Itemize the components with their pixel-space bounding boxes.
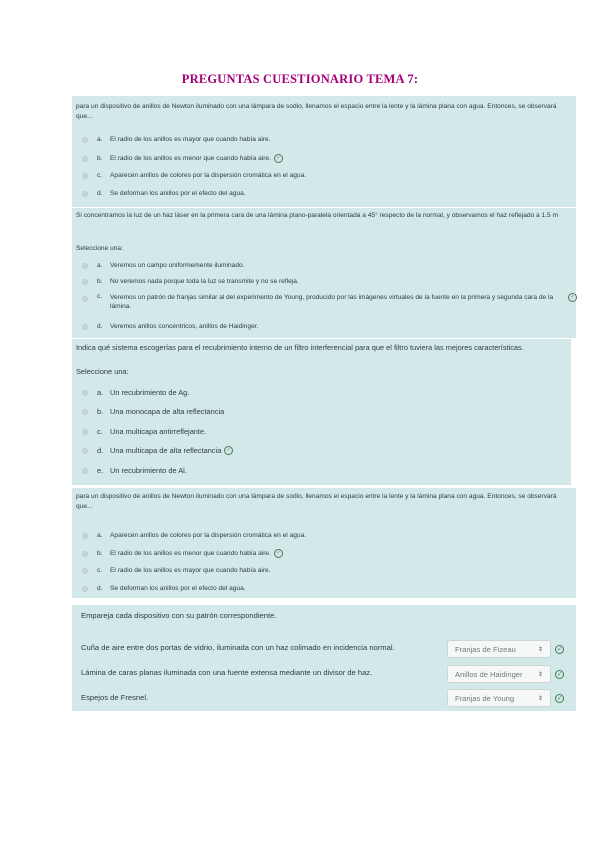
radio-button[interactable] <box>82 173 88 179</box>
option-label: Un recubrimiento de Ag. <box>110 388 190 397</box>
option-label: Se deforman los anillos por el efecto del agua. <box>110 585 246 592</box>
question-4 <box>72 488 576 598</box>
option-d[interactable]: d. Veremos anillos concéntricos, anillos de Haidinger. <box>82 323 258 330</box>
question-1 <box>72 96 576 207</box>
option-e[interactable]: e. Un recubrimiento de Al. <box>82 466 187 475</box>
radio-button[interactable] <box>82 551 88 557</box>
option-c[interactable]: c. Veremos un patrón de franjas similar al del experimento de Young, producido por las imágenes virtuales de la fuente en la primera y segunda cara de la lámina. ✓ <box>82 293 577 311</box>
radio-button[interactable] <box>82 429 88 435</box>
question-text: Si concentramos la luz de un haz láser en la primera cara de una lámina plano-paralela orientada a 45° respecto de la normal, y observamos el haz reflejado a 1.5 m <box>76 212 559 219</box>
chevron-updown-icon: ⇕ <box>537 671 543 678</box>
option-d[interactable]: d. Se deforman los anillos por el efecto del agua. <box>82 190 246 197</box>
selected-value: Franjas de Fizeau <box>455 644 516 654</box>
option-b[interactable]: b. El radio de los anillos es menor que cuando había aire. ✓ <box>82 549 283 558</box>
question-text: Indica qué sistema escogerías para el recubrimiento interno de un filtro interferencial para que el filtro tuviera las mejores características. <box>76 343 524 352</box>
radio-button[interactable] <box>82 296 88 302</box>
option-a[interactable]: a. Un recubrimiento de Ag. <box>82 388 189 397</box>
selected-value: Franjas de Young <box>455 693 515 703</box>
option-label-continued: de la lámina. <box>110 294 554 310</box>
radio-button[interactable] <box>82 191 88 197</box>
option-d[interactable]: d. Se deforman los anillos por el efecto del agua. <box>82 585 246 592</box>
select-one-label: Seleccione una: <box>76 367 129 376</box>
chevron-updown-icon: ⇕ <box>537 695 543 702</box>
correct-check-icon: ✓ <box>556 672 563 678</box>
question-text: Empareja cada dispositivo con su patrón correspondiente. <box>81 611 277 620</box>
option-label: Aparecen anillos de colores por la dispersión cromática en el agua. <box>110 172 307 179</box>
option-d[interactable]: d. Una multicapa de alta reflectancia ✓ <box>82 446 233 455</box>
option-label: Una multicapa de alta reflectancia <box>110 446 222 455</box>
match-label: Espejos de Fresnel. <box>81 693 149 702</box>
option-label: El radio de los anillos es mayor que cuando había aire. <box>110 136 271 143</box>
option-label: El radio de los anillos es menor que cuando había aire. <box>110 155 271 162</box>
option-label: El radio de los anillos es menor que cuando había aire. <box>110 550 271 557</box>
option-label: Una monocapa de alta reflectancia <box>110 407 225 416</box>
selected-value: Anillos de Haidinger <box>455 669 523 679</box>
radio-button[interactable] <box>82 137 88 143</box>
correct-check-icon: ✓ <box>556 696 563 702</box>
correct-check-icon: ✓ <box>224 446 233 455</box>
option-b[interactable]: b. No veremos nada porque toda la luz se transmite y no se refleja. <box>82 278 299 285</box>
radio-button[interactable] <box>82 586 88 592</box>
option-a[interactable]: a. Aparecen anillos de colores por la dispersión cromática en el agua. <box>82 532 306 539</box>
option-c[interactable]: c. Aparecen anillos de colores por la dispersión cromática en el agua. <box>82 172 306 179</box>
match-label: Lámina de caras planas iluminada con una fuente extensa mediante un divisor de haz. <box>81 668 373 677</box>
radio-button[interactable] <box>82 409 88 415</box>
option-label: Veremos un patrón de franjas similar al del experimento de Young, producido por las imágenes virtuales de la fuente en la primera y segunda cara <box>110 294 538 301</box>
match-row <box>81 668 372 677</box>
option-label: Aparecen anillos de colores por la dispersión cromática en el agua. <box>110 532 307 539</box>
option-label: No veremos nada porque toda la luz se transmite y no se refleja. <box>110 278 299 285</box>
option-label: Un recubrimiento de Al. <box>110 466 187 475</box>
option-label: Veremos anillos concéntricos, anillos de Haidinger. <box>110 323 259 330</box>
radio-button[interactable] <box>82 448 88 454</box>
radio-button[interactable] <box>82 568 88 574</box>
option-b[interactable]: b. El radio de los anillos es menor que cuando había aire. ✓ <box>82 154 283 163</box>
option-label: Se deforman los anillos por el efecto del agua. <box>110 190 246 197</box>
radio-button[interactable] <box>82 324 88 330</box>
correct-check-icon: ✓ <box>568 293 577 302</box>
page-title: PREGUNTAS CUESTIONARIO TEMA 7: <box>181 72 419 86</box>
correct-check-icon: ✓ <box>274 154 283 163</box>
option-label: El radio de los anillos es mayor que cuando había aire. <box>110 567 271 574</box>
match-row <box>81 643 395 652</box>
radio-button[interactable] <box>82 468 88 474</box>
question-text: para un dispositivo de anillos de Newton iluminado con una lámpara de sodio, llenamos el espacio entre la lente y la lámina plana con agua. Entonces, se observará que... <box>76 103 557 120</box>
chevron-updown-icon: ⇕ <box>537 646 543 653</box>
radio-button[interactable] <box>82 533 88 539</box>
match-select[interactable] <box>447 665 551 683</box>
option-a[interactable]: a. El radio de los anillos es mayor que cuando había aire. <box>82 136 271 143</box>
select-one-label: Seleccione una: <box>76 245 123 252</box>
correct-check-icon: ✓ <box>556 647 563 653</box>
match-select[interactable] <box>447 640 551 658</box>
match-row <box>81 693 148 702</box>
question-3 <box>72 339 571 485</box>
option-label: Veremos un campo uniformemente iluminado. <box>110 262 245 269</box>
question-2 <box>72 208 576 338</box>
radio-button[interactable] <box>82 156 88 162</box>
question-5 <box>72 605 576 711</box>
radio-button[interactable] <box>82 390 88 396</box>
match-select[interactable] <box>447 689 551 707</box>
option-c[interactable]: c. El radio de los anillos es mayor que cuando había aire. <box>82 567 271 574</box>
option-a[interactable]: a. Veremos un campo uniformemente iluminado. <box>82 262 245 269</box>
correct-check-icon: ✓ <box>274 549 283 558</box>
option-c[interactable]: c. Una multicapa antirreflejante. <box>82 427 206 436</box>
radio-button[interactable] <box>82 279 88 285</box>
question-text: para un dispositivo de anillos de Newton iluminado con una lámpara de sodio, llenamos el espacio entre la lente y la lámina plana con agua. Entonces, se observará que... <box>76 493 557 510</box>
option-label: Una multicapa antirreflejante. <box>110 427 207 436</box>
option-b[interactable]: b. Una monocapa de alta reflectancia <box>82 407 224 416</box>
radio-button[interactable] <box>82 263 88 269</box>
match-label: Cuña de aire entre dos portas de vidrio, iluminada con un haz colimado en incidencia normal. <box>81 643 395 652</box>
